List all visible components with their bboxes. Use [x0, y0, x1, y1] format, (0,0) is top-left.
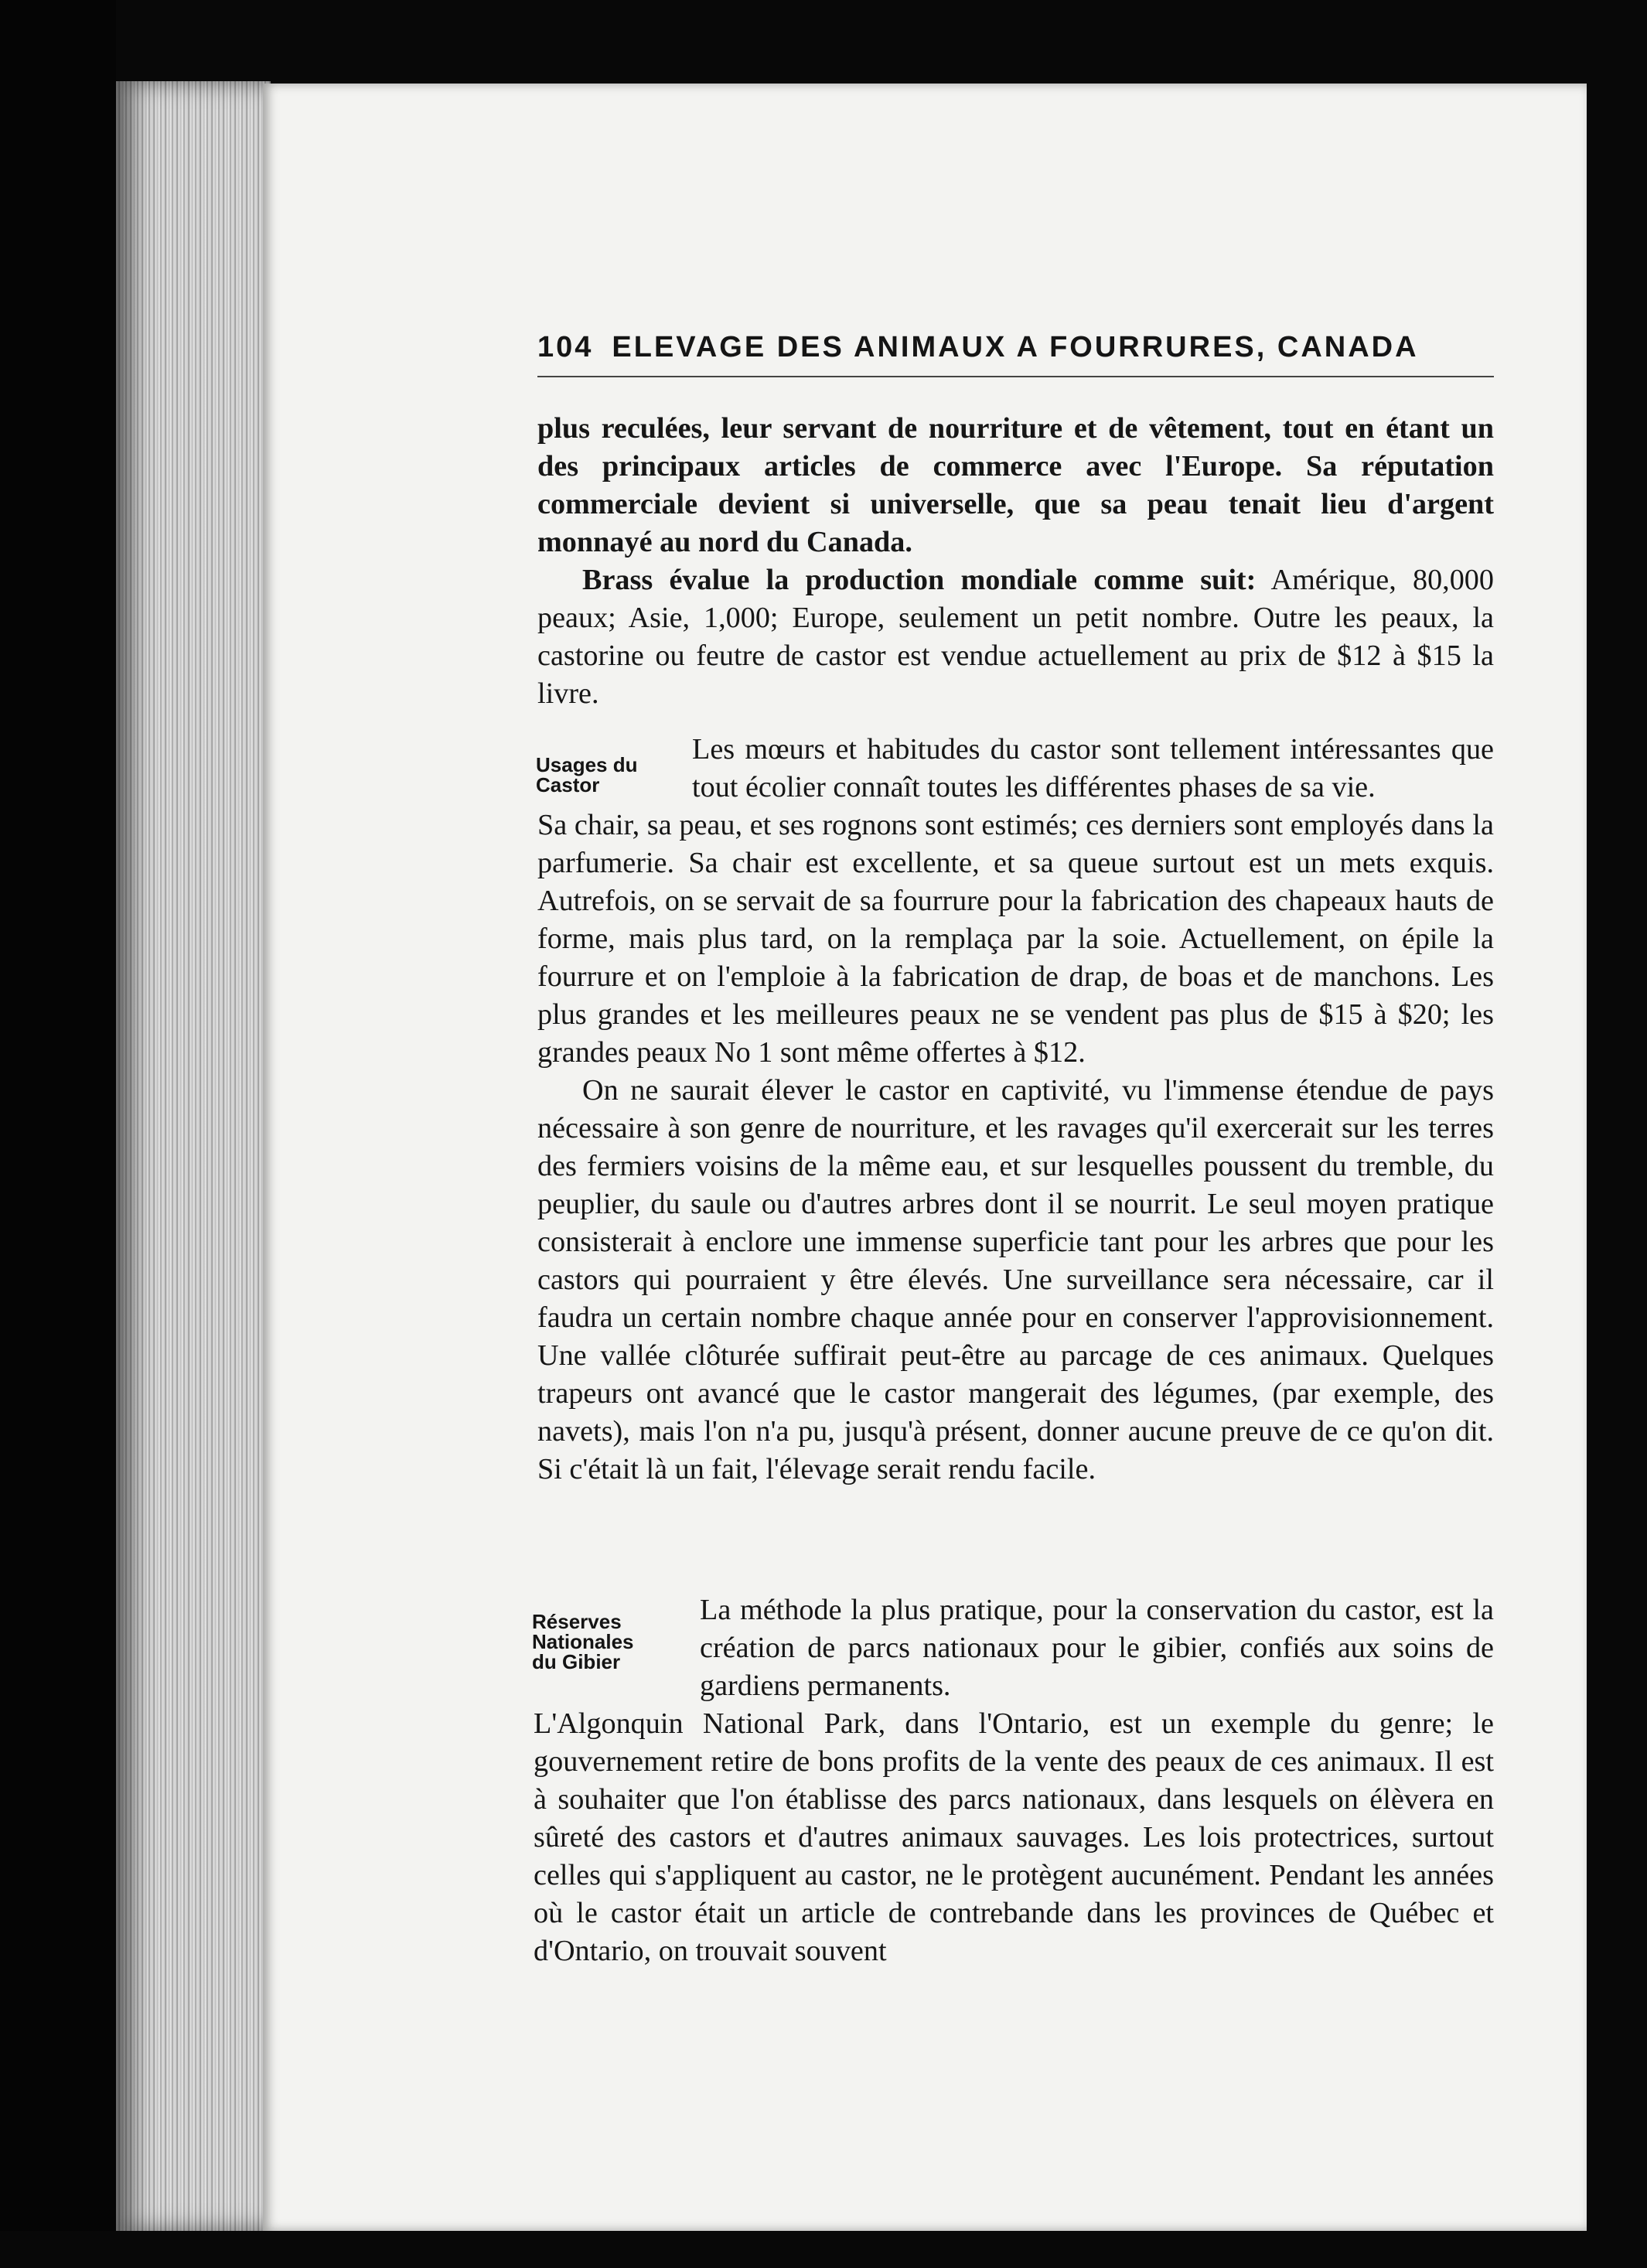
text-block-2	[537, 731, 1494, 1489]
paragraph-5-text: L'Algonquin National Park, dans l'Ontario, est un exemple du genre; le gouvernement retire de bons profits de la vente des peaux de ces animaux. Il est à souhaiter que l'on établisse des parcs nationaux, dans lesquels on élèvera en sûreté des castors et d'autres animaux sauvages. Les lois protectrices, surtout celles qui s'appliquent au castor, ne le protègent aucunément. Pendant les années où le castor était un article de contrebande dans les provinces de Québec et d'Ontario, on trouvait souvent	[534, 1707, 1494, 1967]
paragraph-2-text: Amérique, 80,000 peaux; Asie, 1,000; Europe, seulement un petit nombre. Outre les peaux, la castorine ou feutre de castor est vendue actuellement au prix de $12 à $15 la livre.	[537, 564, 1494, 710]
paragraph-5-hanging: La méthode la plus pratique, pour la conservation du castor, est la création de parcs nationaux pour le gibier, confiés aux soins de gardiens permanents.	[700, 1594, 1494, 1702]
scan-border-bottom	[0, 2231, 1647, 2268]
sidenote-line: Usages du	[536, 753, 638, 776]
paragraph-3-hanging: Les mœurs et habitudes du castor sont tellement intéressantes que tout écolier connaît toutes les différentes phases de sa vie.	[692, 733, 1494, 803]
header-rule	[537, 376, 1494, 377]
running-title: ELEVAGE DES ANIMAUX A FOURRURES, CANADA	[612, 331, 1419, 363]
paragraph-3-text: Sa chair, sa peau, et ses rognons sont estimés; ces derniers sont employés dans la parfumerie. Sa chair est excellente, et sa queue surtout est un mets exquis. Autrefois, on se servait de sa fourrure pour la fabrication des chapeaux hauts de forme, mais plus tard, on la remplaça par la soie. Actuellement, on épile la fourrure et on l'emploie à la fabrication de drap, de boas et de manchons. Les plus grandes et les meilleures peaux ne se vendent pas plus de $15 à $20; les grandes peaux No 1 sont même offertes à $12.	[537, 809, 1494, 1069]
text-block-1	[537, 410, 1494, 713]
page-number: 104	[537, 331, 594, 363]
sidenote-line: Nationales	[532, 1630, 634, 1653]
sidenote-line: Réserves	[532, 1610, 622, 1633]
paragraph-4: On ne saurait élever le castor en captivité, vu l'immense étendue de pays nécessaire à son genre de nourriture, et les ravages qu'il exercerait sur les terres des fermiers voisins de la même eau, et sur lesquelles poussent du tremble, du peuplier, du saule ou d'autres arbres dont il se nourrit. Le seul moyen pratique consisterait à enclore une immense superficie tant pour les arbres que pour les castors qui pourraient y être élevés. Une surveillance sera nécessaire, car il faudra un certain nombre chaque année pour en conserver l'approvisionnement. Une vallée clôturée suffirait peut-être au parcage de ces animaux. Quelques trapeurs ont avancé que le castor mangerait des légumes, (par exemple, des navets), mais l'on n'a pu, jusqu'à présent, donner aucune preuve de ce qu'on dit. Si c'était là un fait, l'élevage serait rendu facile.	[537, 1074, 1494, 1485]
scan-border-right	[1587, 0, 1647, 2268]
scan-border-top	[0, 0, 1647, 85]
paragraph-2-lead: Brass évalue la production mondiale comme suit:	[582, 564, 1257, 596]
book-page-edges	[116, 81, 271, 2231]
paragraph-2	[537, 561, 1494, 713]
paragraph-5	[534, 1591, 1494, 1970]
scan-border-left	[0, 0, 116, 2268]
running-head	[537, 331, 1454, 364]
sidenote-line: du Gibier	[532, 1650, 621, 1673]
paragraph-1: plus reculées, leur servant de nourriture et de vêtement, tout en étant un des principaux articles de commerce avec l'Europe. Sa réputation commerciale devient si universelle, que sa peau tenait lieu d'argent monnayé au nord du Canada.	[537, 412, 1494, 558]
paragraph-3	[537, 731, 1494, 1072]
sidenote-line: Castor	[536, 773, 600, 796]
text-block-3	[534, 1591, 1494, 1970]
